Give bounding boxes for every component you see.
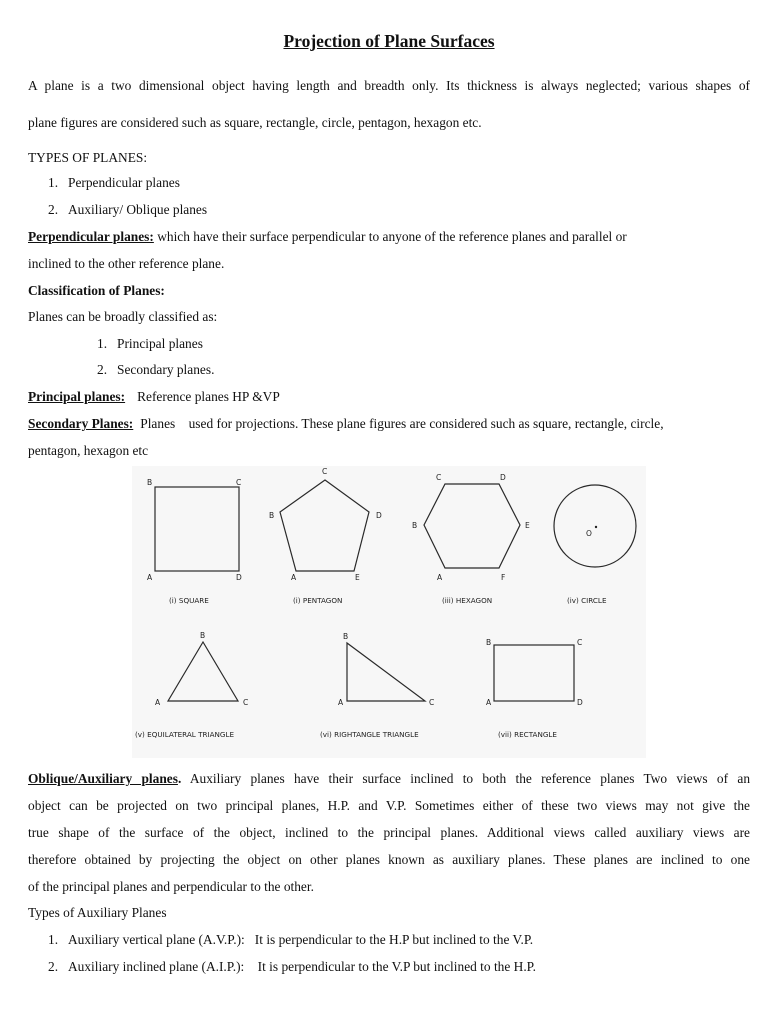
list-item: [97, 362, 214, 378]
circle-outline: [554, 485, 636, 567]
classification-heading: Classification of Planes:: [28, 283, 165, 298]
vertex-label: A: [486, 698, 492, 707]
vertex-label: A: [291, 573, 297, 582]
list-text: Principal planes: [117, 336, 203, 351]
equilateral-triangle-outline: [168, 642, 238, 701]
list-number: 1.: [48, 175, 59, 190]
rightangle-triangle-shape: [320, 632, 434, 739]
vertex-label: B: [412, 521, 418, 530]
vertex-label: A: [147, 573, 153, 582]
principal-label: Principal planes:: [28, 389, 126, 404]
vertex-label: D: [236, 573, 242, 582]
vertex-label: D: [376, 511, 382, 520]
list-text: Perpendicular planes: [68, 175, 180, 190]
vertex-label: B: [486, 638, 492, 647]
classification-intro: Planes can be broadly classified as:: [28, 309, 218, 324]
list-item: [48, 959, 536, 975]
secondary-line-2: pentagon, hexagon etc: [28, 443, 149, 458]
list-number: 1.: [97, 336, 108, 351]
center-label: O: [586, 529, 592, 538]
oblique-line-3: true shape of the surface of the object, inclined to the principal planes. Additional views called auxiliary views are: [28, 825, 750, 840]
vertex-label: B: [343, 632, 349, 641]
hexagon-outline: [424, 484, 520, 568]
circle-center-point: [595, 526, 597, 528]
oblique-text: Auxiliary planes have their surface inclined to both the reference planes Two views of an: [181, 771, 751, 786]
perpendicular-line-1: [28, 229, 627, 245]
plane-shapes-figure: [132, 466, 646, 758]
oblique-line-5: of the principal planes and perpendicular to the other.: [28, 879, 314, 894]
vertex-label: D: [577, 698, 583, 707]
shape-caption: (i) SQUARE: [169, 596, 209, 605]
perpendicular-text: which have their surface perpendicular to anyone of the reference planes and parallel or: [153, 229, 627, 244]
list-text: Auxiliary vertical plane (A.V.P.): It is perpendicular to the H.P but inclined to the V.P.: [68, 932, 534, 947]
vertex-label: A: [155, 698, 161, 707]
list-number: 1.: [48, 932, 59, 947]
circle-shape: [554, 485, 636, 605]
oblique-label: Oblique/Auxiliary planes: [28, 771, 178, 786]
list-text: Auxiliary inclined plane (A.I.P.): It is perpendicular to the V.P but inclined to the H.P.: [68, 959, 536, 974]
vertex-label: F: [501, 573, 506, 582]
oblique-line-2: object can be projected on two principal planes, H.P. and V.P. Sometimes either of these two views may not give the: [28, 798, 750, 813]
list-number: 2.: [48, 959, 59, 974]
vertex-label: C: [236, 478, 242, 487]
vertex-label: C: [322, 467, 328, 476]
vertex-label: A: [338, 698, 344, 707]
perpendicular-line-2: inclined to the other reference plane.: [28, 256, 225, 271]
shape-caption: (iii) HEXAGON: [442, 596, 493, 605]
rectangle-outline: [494, 645, 574, 701]
list-text: Secondary planes.: [117, 362, 215, 377]
types-heading: TYPES OF PLANES:: [28, 150, 148, 165]
shape-caption: (iv) CIRCLE: [567, 596, 607, 605]
principal-text: Reference planes HP &VP: [137, 389, 280, 404]
equilateral-triangle-shape: [135, 631, 248, 739]
hexagon-shape: [412, 473, 530, 605]
list-item: [48, 175, 180, 191]
list-item: [48, 202, 207, 218]
intro-line-1: A plane is a two dimensional object having length and breadth only. Its thickness is always neglected; various shapes of: [28, 78, 750, 93]
oblique-label-dot: .: [177, 771, 182, 786]
square-shape: [147, 478, 242, 605]
oblique-line-1: [28, 771, 750, 787]
vertex-label: C: [436, 473, 442, 482]
aux-types-heading: Types of Auxiliary Planes: [28, 905, 167, 920]
shape-caption: (vii) RECTANGLE: [498, 730, 557, 739]
square-outline: [155, 487, 239, 571]
intro-line-2: plane figures are considered such as square, rectangle, circle, pentagon, hexagon etc.: [28, 115, 482, 130]
vertex-label: C: [429, 698, 435, 707]
secondary-label: Secondary Planes:: [28, 416, 134, 431]
pentagon-outline: [280, 480, 369, 571]
list-number: 2.: [48, 202, 59, 217]
pentagon-shape: [269, 467, 382, 605]
rectangle-shape: [486, 638, 583, 739]
oblique-line-4: therefore obtained by projecting the object on other planes known as auxiliary planes. These planes are inclined to one: [28, 852, 750, 867]
vertex-label: D: [500, 473, 506, 482]
vertex-label: B: [269, 511, 275, 520]
principal-line: [28, 389, 280, 405]
list-item: [97, 336, 203, 352]
list-number: 2.: [97, 362, 108, 377]
vertex-label: E: [525, 521, 530, 530]
shape-caption: (i) PENTAGON: [293, 596, 343, 605]
shape-caption: (v) EQUILATERAL TRIANGLE: [135, 730, 235, 739]
shape-caption: (vi) RIGHTANGLE TRIANGLE: [320, 730, 419, 739]
list-item: [48, 932, 533, 948]
vertex-label: E: [355, 573, 360, 582]
vertex-label: B: [147, 478, 153, 487]
list-text: Auxiliary/ Oblique planes: [68, 202, 208, 217]
secondary-text: Planes used for projections. These plane figures are considered such as square, rectangle, circle,: [140, 416, 664, 431]
vertex-label: B: [200, 631, 206, 640]
secondary-line-1: [28, 416, 664, 432]
vertex-label: A: [437, 573, 443, 582]
vertex-label: C: [577, 638, 583, 647]
vertex-label: C: [243, 698, 249, 707]
perpendicular-label: Perpendicular planes:: [28, 229, 154, 244]
page-title: Projection of Plane Surfaces: [283, 31, 495, 51]
rightangle-triangle-outline: [347, 643, 425, 701]
